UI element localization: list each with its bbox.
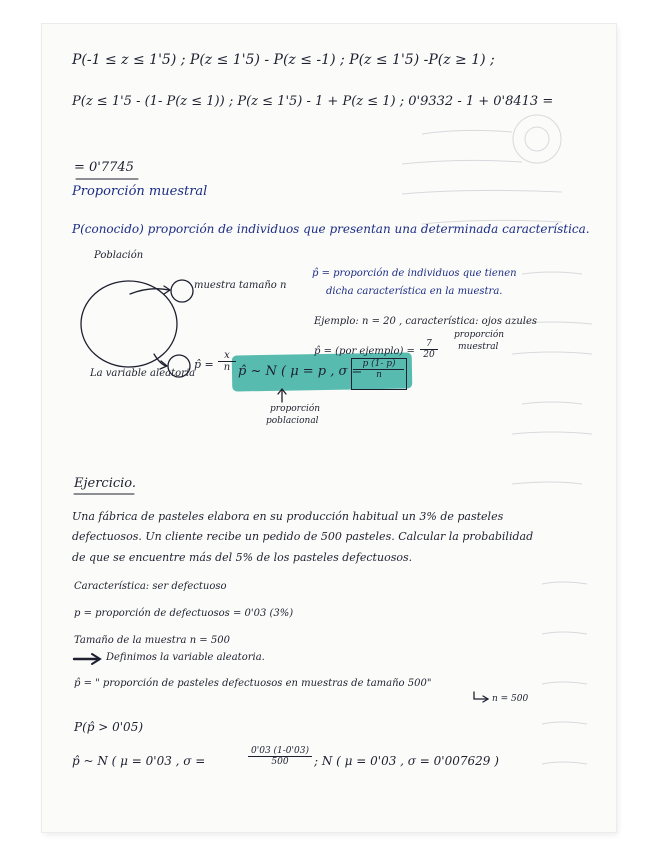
arrow-to-sample-top <box>130 289 169 294</box>
distribution-fraction <box>354 359 404 380</box>
population-proportion-label-1: proporción <box>270 404 321 414</box>
phat-fraction-num: x <box>218 350 236 362</box>
n-500-note: n = 500 <box>492 694 529 704</box>
hand-drawn-strokes <box>42 24 616 832</box>
define-variable-line: Definimos la variable aleatoria. <box>106 652 265 663</box>
sample-proportion-label-1: proporción <box>454 330 505 340</box>
characteristic-line: Característica: ser defectuoso <box>74 581 227 592</box>
prob-line-1: P(-1 ≤ z ≤ 1'5) ; P(z ≤ 1'5) - P(z ≤ -1) ; P(z ≤ 1'5) -P(z ≥ 1) ; <box>72 52 495 68</box>
example-fraction-num: 7 <box>420 339 438 350</box>
phat-fraction-den: n <box>223 362 231 373</box>
sample-size-line: Tamaño de la muestra n = 500 <box>74 635 230 646</box>
phat-definition-line: p̂ = " proporción de pasteles defectuosos en muestras de tamaño 500" <box>74 678 432 689</box>
prob-result: = 0'7745 <box>74 160 134 175</box>
population-proportion-label-2: poblacional <box>266 416 319 426</box>
final-fraction <box>248 746 312 767</box>
phat-description-2: dicha característica en la muestra. <box>326 286 503 297</box>
example-fraction-den: 20 <box>423 350 435 360</box>
distribution-fraction-den: n <box>376 370 382 380</box>
example-fraction <box>420 339 438 360</box>
sample-size-label: muestra tamaño n <box>194 280 287 291</box>
example-phat: p̂ = (por ejemplo) = <box>314 346 415 357</box>
distribution-formula: p̂ ~ N ( μ = p , σ = <box>238 364 363 379</box>
exercise-line-2: defectuosos. Un cliente recibe un pedido de 500 pasteles. Calcular la probabilidad <box>72 530 534 543</box>
phat-description-1: p̂ = proporción de individuos que tienen <box>312 268 517 279</box>
final-fraction-num: 0'03 (1-0'03) <box>248 746 312 757</box>
notebook-page <box>42 24 616 832</box>
final-distribution-right: ; N ( μ = 0'03 , σ = 0'007629 ) <box>314 754 499 768</box>
bleed-through-marks <box>42 24 616 832</box>
probability-question: P(p̂ > 0'05) <box>74 720 144 734</box>
example-line: Ejemplo: n = 20 , característica: ojos azules <box>314 316 538 327</box>
definition-line: P(conocido) proporción de individuos que presentan una determinada característica. <box>72 222 590 236</box>
arrow-to-sample-bottom <box>154 354 166 366</box>
population-label: Población <box>94 250 144 261</box>
final-distribution-left: p̂ ~ N ( μ = 0'03 , σ = <box>72 754 206 768</box>
sample-circle-top <box>171 280 193 302</box>
exercise-line-1: Una fábrica de pasteles elabora en su producción habitual un 3% de pasteles <box>72 510 504 523</box>
random-variable-label: La variable aleatoria <box>90 368 196 379</box>
proportion-defective-line: p = proporción de defectuosos = 0'03 (3%) <box>74 608 294 619</box>
final-fraction-den: 500 <box>271 757 289 767</box>
section-heading: Proporción muestral <box>72 184 208 199</box>
phat-equals: p̂ = <box>194 358 214 371</box>
distribution-fraction-num: p (1- p) <box>354 359 404 370</box>
exercise-heading: Ejercicio. <box>74 476 137 491</box>
prob-line-2: P(z ≤ 1'5 - (1- P(z ≤ 1)) ; P(z ≤ 1'5) - 1 + P(z ≤ 1) ; 0'9332 - 1 + 0'8413 = <box>72 94 554 109</box>
sample-proportion-label-2: muestral <box>458 342 499 352</box>
exercise-line-3: de que se encuentre más del 5% de los pasteles defectuosos. <box>72 551 413 564</box>
phat-fraction <box>218 350 236 373</box>
population-circle <box>81 281 177 367</box>
